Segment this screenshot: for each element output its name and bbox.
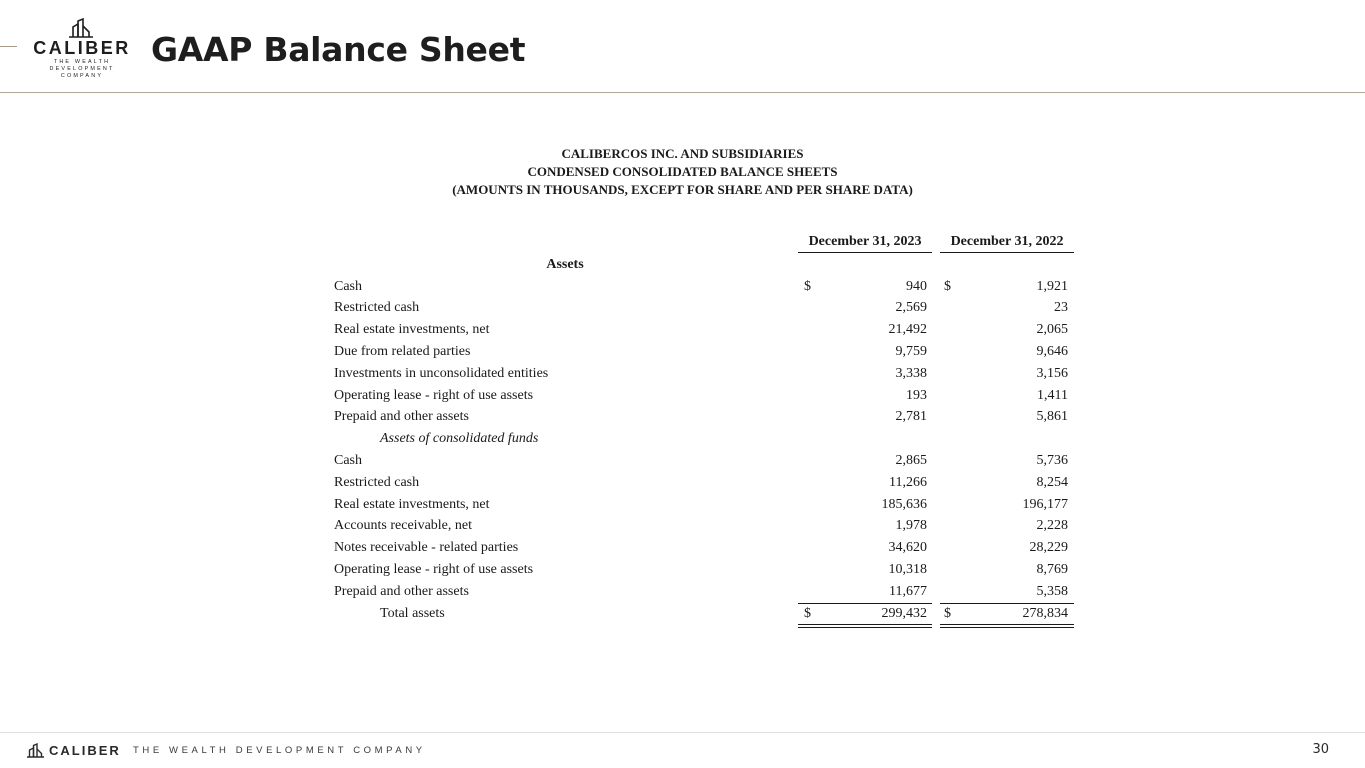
- value-2022: 28,229: [1029, 540, 1068, 556]
- value-2023: 11,677: [889, 583, 927, 599]
- table-row: [334, 537, 1074, 559]
- building-logo-icon: [26, 743, 45, 758]
- row-label: Due from related parties: [334, 343, 471, 359]
- logo-wordmark: CALIBER: [33, 38, 131, 58]
- currency-symbol: $: [944, 278, 951, 294]
- report-units-note: (AMOUNTS IN THOUSANDS, EXCEPT FOR SHARE AND PER SHARE DATA): [452, 182, 913, 197]
- report-company-name: CALIBERCOS INC. AND SUBSIDIARIES: [561, 146, 804, 161]
- table-row: [334, 363, 1074, 385]
- currency-symbol: $: [804, 605, 811, 621]
- value-2022: 23: [1054, 300, 1068, 316]
- value-2022: 8,254: [1036, 474, 1068, 490]
- total-row: [334, 603, 1074, 625]
- subsection-label: Assets of consolidated funds: [380, 431, 539, 447]
- table-row: [334, 559, 1074, 581]
- table-header-row: [334, 232, 1074, 254]
- table-row: [334, 494, 1074, 516]
- value-2022: 8,769: [1036, 561, 1068, 577]
- value-2022: 1,921: [1036, 278, 1068, 294]
- value-2023: 193: [906, 387, 927, 403]
- report-heading: [0, 145, 1365, 199]
- row-label: Accounts receivable, net: [334, 518, 472, 534]
- building-logo-icon: [68, 18, 94, 38]
- page-number: 30: [1312, 742, 1329, 757]
- row-label: Notes receivable - related parties: [334, 540, 519, 556]
- row-label: Restricted cash: [334, 474, 420, 490]
- value-2022: 3,156: [1036, 365, 1068, 381]
- value-2022: 196,177: [1022, 496, 1068, 512]
- row-label: Restricted cash: [334, 300, 420, 316]
- row-label: Prepaid and other assets: [334, 409, 469, 425]
- row-label: Cash: [334, 278, 362, 294]
- value-2023: 2,865: [895, 452, 927, 468]
- row-label: Real estate investments, net: [334, 322, 490, 338]
- value-2023: 3,338: [895, 365, 927, 381]
- logo-tagline-line-2: COMPANY: [60, 73, 104, 79]
- total-value-2023: 299,432: [881, 605, 927, 621]
- currency-symbol: $: [804, 278, 811, 294]
- value-2022: 5,358: [1036, 583, 1068, 599]
- row-label: Investments in unconsolidated entities: [334, 365, 549, 381]
- footer-divider: [0, 732, 1365, 733]
- value-2022: 5,861: [1036, 409, 1068, 425]
- section-title-assets: Assets: [546, 256, 584, 272]
- row-label: Real estate investments, net: [334, 496, 490, 512]
- table-row: [334, 276, 1074, 298]
- table-row: [334, 406, 1074, 428]
- value-2023: 10,318: [888, 561, 927, 577]
- section-title-row: [334, 254, 1074, 276]
- value-2022: 2,228: [1036, 518, 1068, 534]
- report-statement-name: CONDENSED CONSOLIDATED BALANCE SHEETS: [527, 164, 838, 179]
- row-label: Operating lease - right of use assets: [334, 561, 534, 577]
- table-row: [334, 341, 1074, 363]
- page-title: GAAP Balance Sheet: [151, 30, 526, 69]
- table-row: [334, 319, 1074, 341]
- table-row: [334, 472, 1074, 494]
- footer-brand: CALIBER: [49, 743, 121, 758]
- table-row: [334, 515, 1074, 537]
- header-accent-line: [0, 46, 17, 47]
- value-2022: 5,736: [1036, 452, 1068, 468]
- caliber-logo: [24, 18, 140, 79]
- table-row: [334, 385, 1074, 407]
- value-2022: 9,646: [1036, 343, 1068, 359]
- value-2023: 21,492: [888, 322, 927, 338]
- balance-sheet-table: [334, 232, 1074, 624]
- header-divider: [0, 92, 1365, 93]
- double-underline: [798, 624, 932, 628]
- currency-symbol: $: [944, 605, 951, 621]
- value-2022: 2,065: [1036, 322, 1068, 338]
- logo-tagline-line-1: THE WEALTH DEVELOPMENT: [49, 59, 115, 72]
- footer-tagline: THE WEALTH DEVELOPMENT COMPANY: [133, 745, 426, 756]
- row-label: Cash: [334, 452, 362, 468]
- value-2023: 34,620: [888, 540, 927, 556]
- value-2023: 940: [906, 278, 927, 294]
- subsection-row: [334, 428, 1074, 450]
- value-2023: 1,978: [895, 518, 927, 534]
- value-2023: 185,636: [881, 496, 927, 512]
- value-2023: 2,569: [895, 300, 927, 316]
- column-header-2022: December 31, 2022: [940, 232, 1074, 253]
- total-label: Total assets: [380, 605, 445, 621]
- table-row: [334, 450, 1074, 472]
- value-2022: 1,411: [1037, 387, 1068, 403]
- value-2023: 9,759: [895, 343, 927, 359]
- table-row: [334, 581, 1074, 603]
- double-underline: [940, 624, 1074, 628]
- value-2023: 2,781: [895, 409, 927, 425]
- row-label: Operating lease - right of use assets: [334, 387, 534, 403]
- total-value-2022: 278,834: [1022, 605, 1068, 621]
- value-2023: 11,266: [889, 474, 927, 490]
- row-label: Prepaid and other assets: [334, 583, 469, 599]
- logo-tagline: [24, 59, 140, 80]
- table-row: [334, 297, 1074, 319]
- column-header-2023: December 31, 2023: [798, 232, 932, 253]
